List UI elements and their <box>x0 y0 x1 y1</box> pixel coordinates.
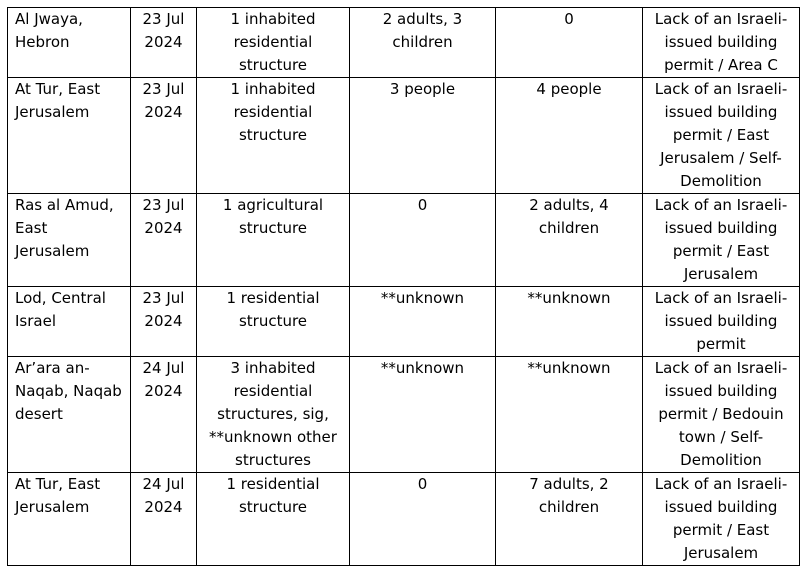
displaced-cell: 2 adults, 3 children <box>350 8 496 78</box>
displaced-cell: 0 <box>350 194 496 287</box>
date-cell: 23 Jul 2024 <box>131 194 197 287</box>
table-container <box>7 7 800 566</box>
structures-cell: 1 residential structure <box>197 473 350 566</box>
reason-cell: Lack of an Israeli-issued building permit / Bedouin town / Self-Demolition <box>643 357 800 473</box>
location-cell: Lod, Central Israel <box>8 287 131 357</box>
affected-cell: 2 adults, 4 children <box>496 194 643 287</box>
table-row <box>8 357 800 473</box>
date-cell: 23 Jul 2024 <box>131 8 197 78</box>
displaced-cell: **unknown <box>350 357 496 473</box>
table-row <box>8 287 800 357</box>
structures-cell: 1 agricultural structure <box>197 194 350 287</box>
demolitions-table <box>7 7 800 566</box>
structures-cell: 1 inhabited residential structure <box>197 8 350 78</box>
displaced-cell: **unknown <box>350 287 496 357</box>
location-cell: At Tur, East Jerusalem <box>8 473 131 566</box>
structures-cell: 3 inhabited residential structures, sig, **unknown other structures <box>197 357 350 473</box>
table-row <box>8 8 800 78</box>
reason-cell: Lack of an Israeli-issued building permit / Area C <box>643 8 800 78</box>
location-cell: Ras al Amud, East Jerusalem <box>8 194 131 287</box>
date-cell: 23 Jul 2024 <box>131 287 197 357</box>
date-cell: 24 Jul 2024 <box>131 357 197 473</box>
affected-cell: 7 adults, 2 children <box>496 473 643 566</box>
structures-cell: 1 inhabited residential structure <box>197 78 350 194</box>
table-row <box>8 78 800 194</box>
location-cell: Ar’ara an-Naqab, Naqab desert <box>8 357 131 473</box>
affected-cell: 4 people <box>496 78 643 194</box>
affected-cell: **unknown <box>496 287 643 357</box>
table-row <box>8 473 800 566</box>
location-cell: At Tur, East Jerusalem <box>8 78 131 194</box>
reason-cell: Lack of an Israeli-issued building permit / East Jerusalem <box>643 473 800 566</box>
location-cell: Al Jwaya, Hebron <box>8 8 131 78</box>
displaced-cell: 3 people <box>350 78 496 194</box>
structures-cell: 1 residential structure <box>197 287 350 357</box>
table-row <box>8 194 800 287</box>
affected-cell: **unknown <box>496 357 643 473</box>
reason-cell: Lack of an Israeli-issued building permit / East Jerusalem / Self-Demolition <box>643 78 800 194</box>
date-cell: 23 Jul 2024 <box>131 78 197 194</box>
displaced-cell: 0 <box>350 473 496 566</box>
reason-cell: Lack of an Israeli-issued building permit <box>643 287 800 357</box>
affected-cell: 0 <box>496 8 643 78</box>
reason-cell: Lack of an Israeli-issued building permit / East Jerusalem <box>643 194 800 287</box>
date-cell: 24 Jul 2024 <box>131 473 197 566</box>
